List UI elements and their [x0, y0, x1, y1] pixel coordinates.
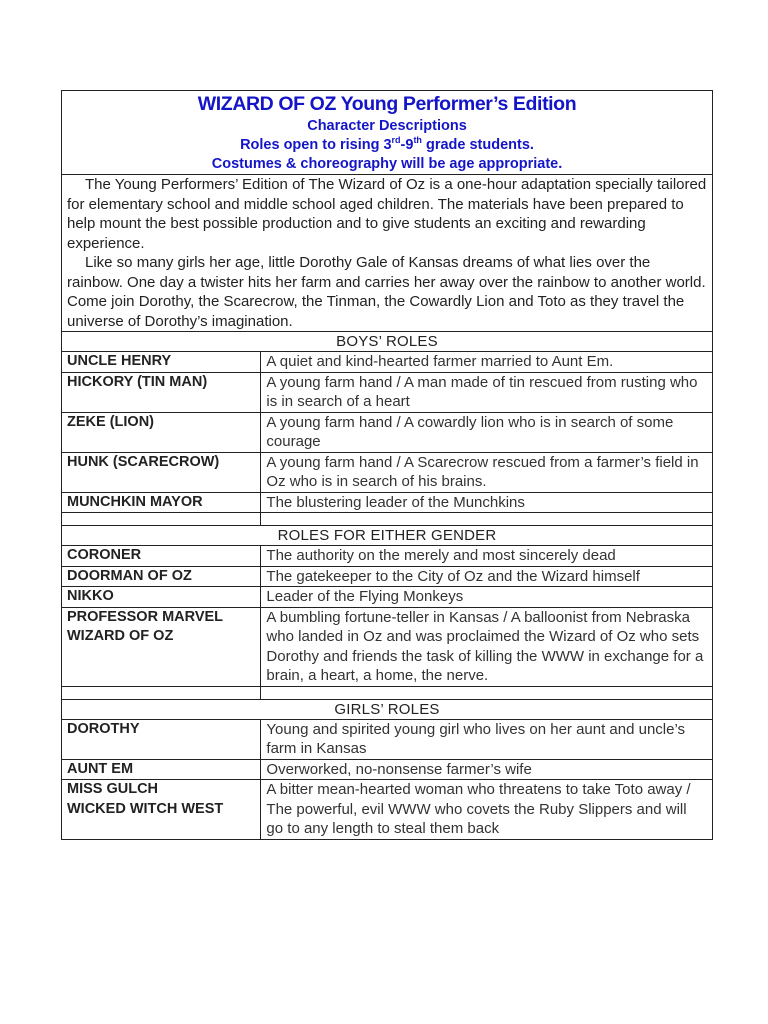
role-description: Young and spirited young girl who lives on her aunt and uncle’s farm in Kansas	[261, 719, 713, 759]
grade-range-line: Roles open to rising 3rd-9th grade students.	[240, 135, 534, 153]
table-row	[62, 546, 713, 567]
role-description: A young farm hand / A man made of tin rescued from rusting who is in search of a heart	[261, 372, 713, 412]
section-heading-row	[62, 332, 713, 352]
table-row	[62, 566, 713, 587]
table-row	[62, 780, 713, 840]
table-row	[62, 412, 713, 452]
role-description: Overworked, no-nonsense farmer’s wife	[261, 759, 713, 780]
page-title: WIZARD OF OZ Young Performer’s Edition	[197, 93, 577, 115]
role-name: DOROTHY	[62, 719, 261, 759]
table-row	[62, 607, 713, 686]
role-name: UNCLE HENRY	[62, 352, 261, 373]
empty-cell	[261, 686, 713, 699]
role-name: HICKORY (TIN MAN)	[62, 372, 261, 412]
role-name-line: PROFESSOR MARVEL	[67, 608, 224, 625]
role-name: ZEKE (LION)	[62, 412, 261, 452]
role-description: The authority on the merely and most sincerely dead	[261, 546, 713, 567]
subtitle: Character Descriptions	[307, 118, 467, 134]
role-description: A bumbling fortune-teller in Kansas / A balloonist from Nebraska who landed in Oz and was proclaimed the Wizard of Oz who sets Dorothy and friends the task of killing the WWW in exchange for a brain, a heart, a home, the nerve.	[261, 607, 713, 686]
header-cell	[62, 91, 713, 175]
girls-roles-heading: GIRLS’ ROLES	[62, 699, 713, 719]
role-name	[62, 607, 261, 686]
table-row	[62, 759, 713, 780]
role-description: The blustering leader of the Munchkins	[261, 492, 713, 513]
role-name: NIKKO	[62, 587, 261, 608]
empty-cell	[62, 513, 261, 526]
intro-paragraph-2: Like so many girls her age, little Dorothy Gale of Kansas dreams of what lies over the rainbow. One day a twister hits her farm and carries her away over the rainbow to another world. Come join Dorothy, the Scarecrow, the Tinman, the Cowardly Lion and Toto as they travel the universe of Dorothy’s imagination.	[67, 254, 706, 330]
intro-paragraph-1: The Young Performers’ Edition of The Wizard of Oz is a one-hour adaptation specially tailored for elementary school and middle school aged children. The materials have been prepared to help mount the best possible production and to give students an exciting and rewarding experience.	[67, 176, 707, 252]
role-name: AUNT EM	[62, 759, 261, 780]
casting-table	[61, 90, 713, 840]
either-gender-heading: ROLES FOR EITHER GENDER	[62, 526, 713, 546]
empty-cell	[261, 513, 713, 526]
empty-row	[62, 513, 713, 526]
role-name: MUNCHKIN MAYOR	[62, 492, 261, 513]
boys-roles-heading: BOYS’ ROLES	[62, 332, 713, 352]
role-description: A bitter mean-hearted woman who threatens to take Toto away / The powerful, evil WWW who covets the Ruby Slippers and will go to any length to steal them back	[261, 780, 713, 840]
table-row	[62, 587, 713, 608]
role-description: The gatekeeper to the City of Oz and the Wizard himself	[261, 566, 713, 587]
section-heading-row	[62, 526, 713, 546]
table-row	[62, 492, 713, 513]
empty-cell	[62, 686, 261, 699]
header-row	[62, 91, 713, 175]
role-name-line: WIZARD OF OZ	[67, 628, 174, 644]
role-name: HUNK (SCARECROW)	[62, 452, 261, 492]
table-row	[62, 352, 713, 373]
intro-row	[62, 175, 713, 332]
table-row	[62, 719, 713, 759]
role-description: A young farm hand / A Scarecrow rescued from a farmer’s field in Oz who is in search of his brains.	[261, 452, 713, 492]
costumes-note: Costumes & choreography will be age appropriate.	[211, 156, 563, 172]
table-row	[62, 372, 713, 412]
role-name	[62, 780, 261, 840]
role-name-line: WICKED WITCH WEST	[67, 800, 224, 817]
role-description: A quiet and kind-hearted farmer married to Aunt Em.	[261, 352, 713, 373]
role-name: DOORMAN OF OZ	[62, 566, 261, 587]
role-name-line: MISS GULCH	[67, 781, 159, 797]
section-heading-row	[62, 699, 713, 719]
empty-row	[62, 686, 713, 699]
role-name: CORONER	[62, 546, 261, 567]
intro-cell	[62, 175, 713, 332]
role-description: Leader of the Flying Monkeys	[261, 587, 713, 608]
table-row	[62, 452, 713, 492]
role-description: A young farm hand / A cowardly lion who is in search of some courage	[261, 412, 713, 452]
